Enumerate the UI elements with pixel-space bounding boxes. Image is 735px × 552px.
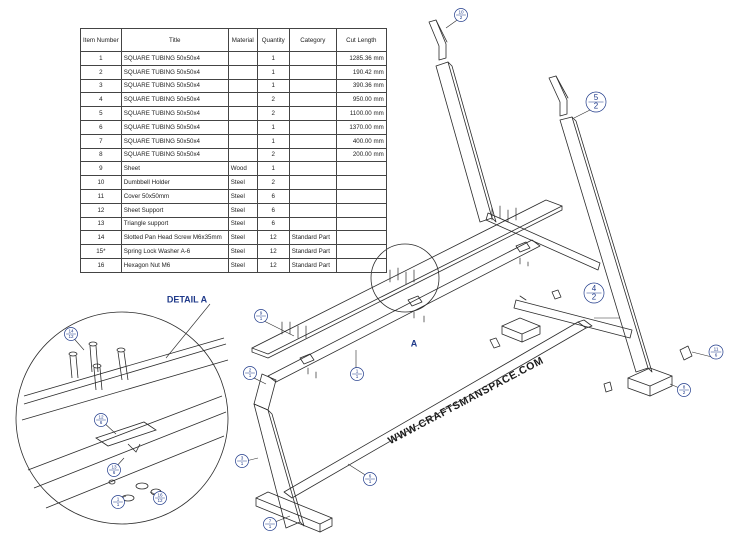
col-material: Material xyxy=(228,29,257,52)
cell-title: Sheet xyxy=(121,162,228,176)
cell-category xyxy=(289,176,336,190)
cell-quantity: 1 xyxy=(257,134,289,148)
balloon-quantity: 1 xyxy=(248,373,252,379)
balloon-quantity: 1 xyxy=(368,479,372,485)
table-row xyxy=(81,65,387,79)
cell-title: SQUARE TUBING 50x50x4 xyxy=(121,134,228,148)
balloon-quantity: 2 xyxy=(593,101,599,111)
cell-category xyxy=(289,93,336,107)
cell-title: Cover 50x50mm xyxy=(121,189,228,203)
front-leg xyxy=(254,374,304,528)
item-balloon-10 xyxy=(455,9,468,22)
cell-item-number: 6 xyxy=(81,120,122,134)
tube-cap xyxy=(490,338,500,348)
cell-quantity: 12 xyxy=(257,231,289,245)
cell-item-number: 2 xyxy=(81,65,122,79)
cell-category xyxy=(289,134,336,148)
cell-quantity: 6 xyxy=(257,217,289,231)
upright-right xyxy=(560,117,652,372)
cell-title: SQUARE TUBING 50x50x4 xyxy=(121,65,228,79)
cell-quantity: 12 xyxy=(257,245,289,259)
table-row xyxy=(81,148,387,162)
cell-cut-length xyxy=(336,217,386,231)
table-row xyxy=(81,176,387,190)
cell-item-number: 16 xyxy=(81,258,122,272)
balloon-item-number: 11 xyxy=(713,346,719,352)
item-balloon-8 xyxy=(678,384,691,397)
item-balloon-13 xyxy=(108,464,121,477)
cell-material: Steel xyxy=(228,189,257,203)
cell-category: Standard Part xyxy=(289,231,336,245)
item-balloon-1 xyxy=(112,496,125,509)
balloon-quantity: 6 xyxy=(99,420,103,426)
cell-item-number: 3 xyxy=(81,79,122,93)
balloon-quantity: 1 xyxy=(240,461,244,467)
cell-quantity: 2 xyxy=(257,148,289,162)
table-row xyxy=(81,217,387,231)
table-row xyxy=(81,120,387,134)
cell-cut-length: 950.00 mm xyxy=(336,93,386,107)
item-balloon-7 xyxy=(264,518,277,531)
cell-item-number: 1 xyxy=(81,52,122,66)
cell-cut-length xyxy=(336,258,386,272)
balloon-item-number: 4 xyxy=(591,283,597,293)
table-row xyxy=(81,93,387,107)
table-row xyxy=(81,189,387,203)
cell-title: SQUARE TUBING 50x50x4 xyxy=(121,79,228,93)
cell-cut-length: 1285.36 mm xyxy=(336,52,386,66)
balloon-quantity: 6 xyxy=(714,352,718,358)
cell-title: SQUARE TUBING 50x50x4 xyxy=(121,120,228,134)
cell-item-number: 10 xyxy=(81,176,122,190)
detail-sheet-support xyxy=(96,422,156,446)
table-row xyxy=(81,107,387,121)
cell-quantity: 2 xyxy=(257,107,289,121)
balloon-item-number: 2 xyxy=(248,367,252,373)
cell-material xyxy=(228,79,257,93)
balloon-quantity: 2 xyxy=(682,390,686,396)
item-balloon-12 xyxy=(95,414,108,427)
cell-material xyxy=(228,65,257,79)
cell-item-number: 14 xyxy=(81,231,122,245)
cell-quantity: 1 xyxy=(257,65,289,79)
cell-material: Steel xyxy=(228,176,257,190)
cell-cut-length: 200.00 mm xyxy=(336,148,386,162)
table-row xyxy=(81,245,387,259)
dumbbell-holder-right xyxy=(549,76,568,116)
balloon-quantity: 1 xyxy=(116,502,120,508)
cell-category xyxy=(289,107,336,121)
upright-left xyxy=(436,62,496,222)
cell-category xyxy=(289,148,336,162)
balloon-item-number: 7 xyxy=(268,518,272,524)
cell-item-number: 8 xyxy=(81,148,122,162)
item-balloon-3 xyxy=(236,455,249,468)
item-balloon-9 xyxy=(255,310,268,323)
balloon-item-number: 5 xyxy=(593,92,599,102)
cell-cut-length: 1100.00 mm xyxy=(336,107,386,121)
cell-quantity: 2 xyxy=(257,176,289,190)
cell-cut-length xyxy=(336,245,386,259)
cell-category: Standard Part xyxy=(289,245,336,259)
item-balloon-5 xyxy=(586,92,606,112)
cell-item-number: 5 xyxy=(81,107,122,121)
table-row xyxy=(81,203,387,217)
cell-title: Triangle support xyxy=(121,217,228,231)
cell-material xyxy=(228,148,257,162)
col-item-number: Item Number xyxy=(81,29,122,52)
balloon-item-number: 10 xyxy=(458,9,464,15)
detail-a-circle xyxy=(16,312,228,524)
cell-category xyxy=(289,162,336,176)
cell-quantity: 2 xyxy=(257,93,289,107)
dumbbell-holder-left xyxy=(429,20,447,60)
balloon-item-number: 3 xyxy=(240,455,244,461)
cell-title: SQUARE TUBING 50x50x4 xyxy=(121,93,228,107)
cell-material: Steel xyxy=(228,231,257,245)
cell-cut-length xyxy=(336,203,386,217)
table-row xyxy=(81,258,387,272)
tube-cap xyxy=(552,290,561,299)
rear-foot-left xyxy=(502,318,540,342)
cell-quantity: 12 xyxy=(257,258,289,272)
cell-cut-length: 1370.00 mm xyxy=(336,120,386,134)
cell-quantity: 1 xyxy=(257,162,289,176)
sheet-support xyxy=(300,354,314,364)
balloon-quantity: 1 xyxy=(355,374,359,380)
cell-title: SQUARE TUBING 50x50x4 xyxy=(121,107,228,121)
cell-quantity: 1 xyxy=(257,120,289,134)
balloon-item-number: 1 xyxy=(116,496,120,502)
balloon-item-number: 16 xyxy=(157,492,163,498)
cell-cut-length xyxy=(336,162,386,176)
item-balloon-4 xyxy=(584,283,604,303)
cell-item-number: 9 xyxy=(81,162,122,176)
middle-cross-tube xyxy=(514,296,632,338)
cell-item-number: 4 xyxy=(81,93,122,107)
cell-item-number: 7 xyxy=(81,134,122,148)
balloon-item-number: 14 xyxy=(68,328,74,334)
cell-material: Steel xyxy=(228,245,257,259)
cell-material xyxy=(228,120,257,134)
cell-quantity: 6 xyxy=(257,189,289,203)
cell-category xyxy=(289,120,336,134)
table-row xyxy=(81,134,387,148)
cell-item-number: 12 xyxy=(81,203,122,217)
cell-material: Steel xyxy=(228,217,257,231)
detail-tube xyxy=(28,396,226,508)
table-row xyxy=(81,162,387,176)
col-quantity: Quantity xyxy=(257,29,289,52)
balloon-quantity: 6 xyxy=(112,470,116,476)
table-row xyxy=(81,79,387,93)
watermark-text: WWW.CRAFTSMANSPACE.COM xyxy=(386,354,546,448)
cell-title: Spring Lock Washer A-6 xyxy=(121,245,228,259)
col-category: Category xyxy=(289,29,336,52)
cell-material xyxy=(228,134,257,148)
cell-item-number: 15* xyxy=(81,245,122,259)
balloon-quantity: 2 xyxy=(591,292,597,302)
cell-cut-length: 190.42 mm xyxy=(336,65,386,79)
cell-title: Sheet Support xyxy=(121,203,228,217)
cell-category xyxy=(289,79,336,93)
cell-title: SQUARE TUBING 50x50x4 xyxy=(121,148,228,162)
cell-material: Steel xyxy=(228,258,257,272)
balloon-quantity: 2 xyxy=(459,15,463,21)
cell-title: Slotted Pan Head Screw M6x35mm xyxy=(121,231,228,245)
item-balloon-11 xyxy=(709,345,723,359)
cell-category xyxy=(289,189,336,203)
balloon-quantity: 12 xyxy=(157,498,163,504)
balloon-item-number: 13 xyxy=(111,464,117,470)
tube-cap xyxy=(680,346,692,360)
rear-foot-right xyxy=(628,368,672,396)
table-header-row xyxy=(81,29,387,52)
cell-title: Dumbbell Holder xyxy=(121,176,228,190)
balloon-item-number: 1 xyxy=(355,368,359,374)
tube-cap xyxy=(604,382,612,392)
cell-material: Wood xyxy=(228,162,257,176)
balloon-quantity: 1 xyxy=(259,316,263,322)
detail-a-view xyxy=(16,312,228,524)
cell-cut-length xyxy=(336,189,386,203)
balloon-item-number: 9 xyxy=(259,310,263,316)
cell-category xyxy=(289,52,336,66)
bill-of-materials-table xyxy=(80,28,387,273)
item-balloon-1 xyxy=(351,368,364,381)
table-row xyxy=(81,231,387,245)
balloon-item-number: 12 xyxy=(98,414,104,420)
cell-material xyxy=(228,52,257,66)
cell-item-number: 13 xyxy=(81,217,122,231)
cell-quantity: 1 xyxy=(257,52,289,66)
cell-category: Standard Part xyxy=(289,258,336,272)
cell-item-number: 11 xyxy=(81,189,122,203)
cell-category xyxy=(289,203,336,217)
table-row xyxy=(81,52,387,66)
col-title: Title xyxy=(121,29,228,52)
cell-category xyxy=(289,65,336,79)
balloon-item-number: 8 xyxy=(682,384,686,390)
item-balloon-14 xyxy=(65,328,78,341)
detail-screws xyxy=(69,342,128,390)
cell-material: Steel xyxy=(228,203,257,217)
cell-cut-length xyxy=(336,231,386,245)
cell-category xyxy=(289,217,336,231)
cell-material xyxy=(228,107,257,121)
item-balloon-6 xyxy=(364,473,377,486)
detail-a-reference: A xyxy=(410,338,418,349)
cell-cut-length xyxy=(336,176,386,190)
detail-a-title: DETAIL A xyxy=(166,294,208,305)
cell-quantity: 1 xyxy=(257,79,289,93)
balloon-item-number: 6 xyxy=(368,473,372,479)
cell-cut-length: 390.36 mm xyxy=(336,79,386,93)
cell-title: Hexagon Nut M6 xyxy=(121,258,228,272)
balloon-quantity: 12 xyxy=(68,334,74,340)
cell-material xyxy=(228,93,257,107)
cell-title: SQUARE TUBING 50x50x4 xyxy=(121,52,228,66)
cell-quantity: 6 xyxy=(257,203,289,217)
balloon-quantity: 1 xyxy=(268,524,272,530)
item-balloon-16 xyxy=(154,492,167,505)
cell-cut-length: 400.00 mm xyxy=(336,134,386,148)
col-cut-length: Cut Length xyxy=(336,29,386,52)
item-balloon-2 xyxy=(244,367,257,380)
